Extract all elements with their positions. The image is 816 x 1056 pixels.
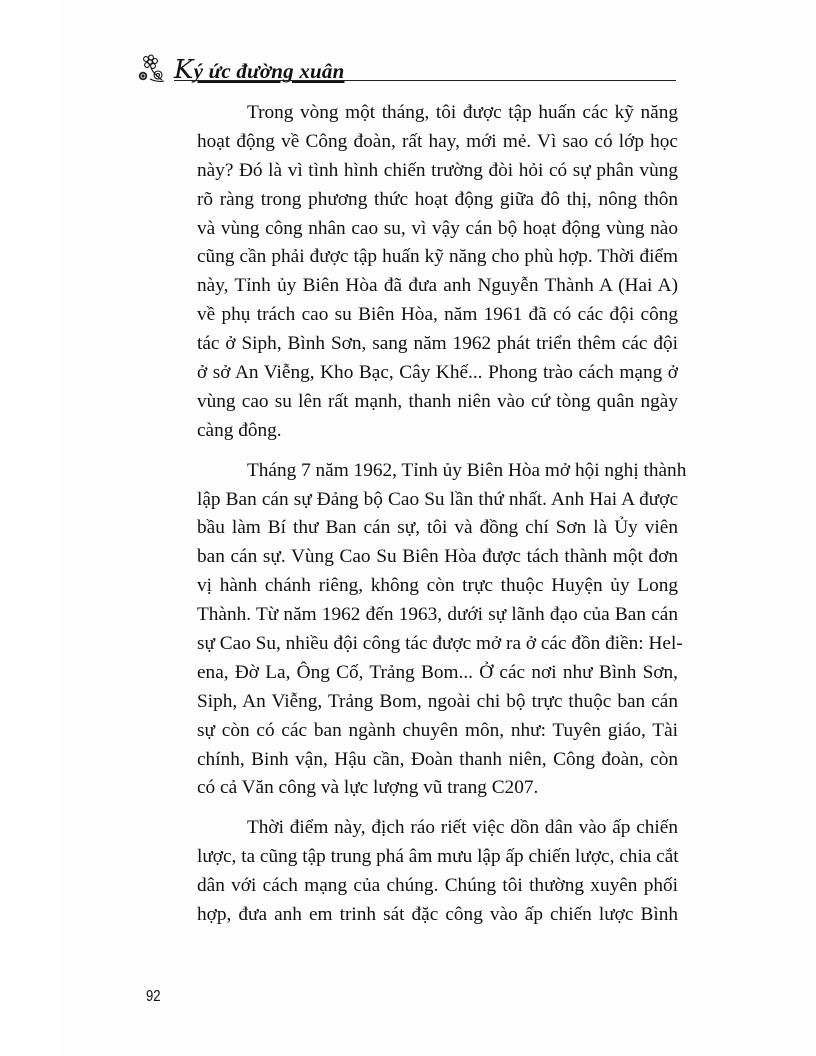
text-line: Tháng 7 năm 1962, Tỉnh ủy Biên Hòa mở hội nghị thành: [247, 459, 687, 481]
text-line: cũng cần phải được tập huấn kỹ năng cho phù hợp. Thời điểm: [197, 246, 678, 268]
text-line: vùng cao su lên rất mạnh, thanh niên vào cứ tòng quân ngày: [197, 390, 678, 412]
paragraph-3: [147, 814, 678, 930]
text-line: Thời điểm này, địch ráo riết việc dồn dân vào ấp chiến: [247, 817, 678, 839]
text-line: này, Tỉnh ủy Biên Hòa đã đưa anh Nguyễn Thành A (Hai A): [197, 275, 678, 297]
text-line: ở sở An Viễng, Kho Bạc, Cây Khế... Phong trào cách mạng ở: [197, 362, 678, 384]
flower-ornament-icon: [136, 54, 174, 84]
text-line: rõ ràng trong phương thức hoạt động giữa đô thị, nông thôn: [197, 188, 678, 210]
text-line: lập Ban cán sự Đảng bộ Cao Su lần thứ nhất. Anh Hai A được: [197, 488, 678, 510]
text-line: sự Cao Su, nhiều đội công tác được mở ra ở các đồn điền: Hel-: [197, 633, 683, 655]
text-line: bầu làm Bí thư Ban cán sự, tôi và đồng chí Sơn là Ủy viên: [197, 517, 678, 539]
running-header: [136, 54, 676, 84]
text-line: Trong vòng một tháng, tôi được tập huấn các kỹ năng: [247, 102, 678, 123]
text-line: lược, ta cũng tập trung phá âm mưu lập ấp chiến lược, chia cắt: [197, 846, 679, 868]
text-line: ban cán sự. Vùng Cao Su Biên Hòa được tách thành một đơn: [197, 546, 678, 568]
header-rule: [174, 80, 676, 81]
text-line: này? Đó là vì tình hình chiến trường đòi hỏi có sự phân vùng: [197, 159, 678, 181]
paragraph-2: [147, 457, 687, 804]
text-line: ena, Đờ La, Ông Cố, Trảng Bom... Ở các nơi như Bình Sơn,: [197, 661, 678, 683]
text-line: Thành. Từ năm 1962 đến 1963, dưới sự lãnh đạo của Ban cán: [197, 604, 678, 626]
body-text: [147, 99, 687, 941]
text-line: Siph, An Viễng, Trảng Bom, ngoài chi bộ trực thuộc ban cán: [197, 690, 678, 712]
text-line: vị hành chánh riêng, không còn trực thuộc Huyện ủy Long: [197, 575, 678, 597]
text-line: hoạt động về Công đoàn, rất hay, mới mẻ. Vì sao có lớp học: [197, 130, 678, 152]
text-line: có cả Văn công và lực lượng vũ trang C207.: [197, 777, 539, 799]
text-line: dân với cách mạng của chúng. Chúng tôi thường xuyên phối: [197, 875, 678, 897]
page-number: 92: [146, 988, 161, 1005]
text-line: chính, Binh vận, Hậu cần, Đoàn thanh niên, Công đoàn, còn: [197, 748, 678, 770]
text-line: và vùng công nhân cao su, vì vậy cán bộ hoạt động vùng nào: [197, 217, 678, 239]
text-line: sự còn có các ban ngành chuyên môn, như: Tuyên giáo, Tài: [197, 719, 678, 741]
paragraph-1: [147, 99, 678, 446]
header-title-initial: K: [174, 55, 194, 85]
text-line: hợp, đưa anh em trinh sát đặc công vào ấp chiến lược Bình: [197, 904, 678, 926]
header-title-rest: ý ức đường xuân: [193, 59, 345, 83]
text-line: tác ở Siph, Bình Sơn, sang năm 1962 phát triển thêm các đội: [197, 333, 678, 355]
text-line: càng đông.: [197, 419, 282, 441]
text-line: về phụ trách cao su Biên Hòa, năm 1961 đã có các đội công: [197, 304, 678, 326]
